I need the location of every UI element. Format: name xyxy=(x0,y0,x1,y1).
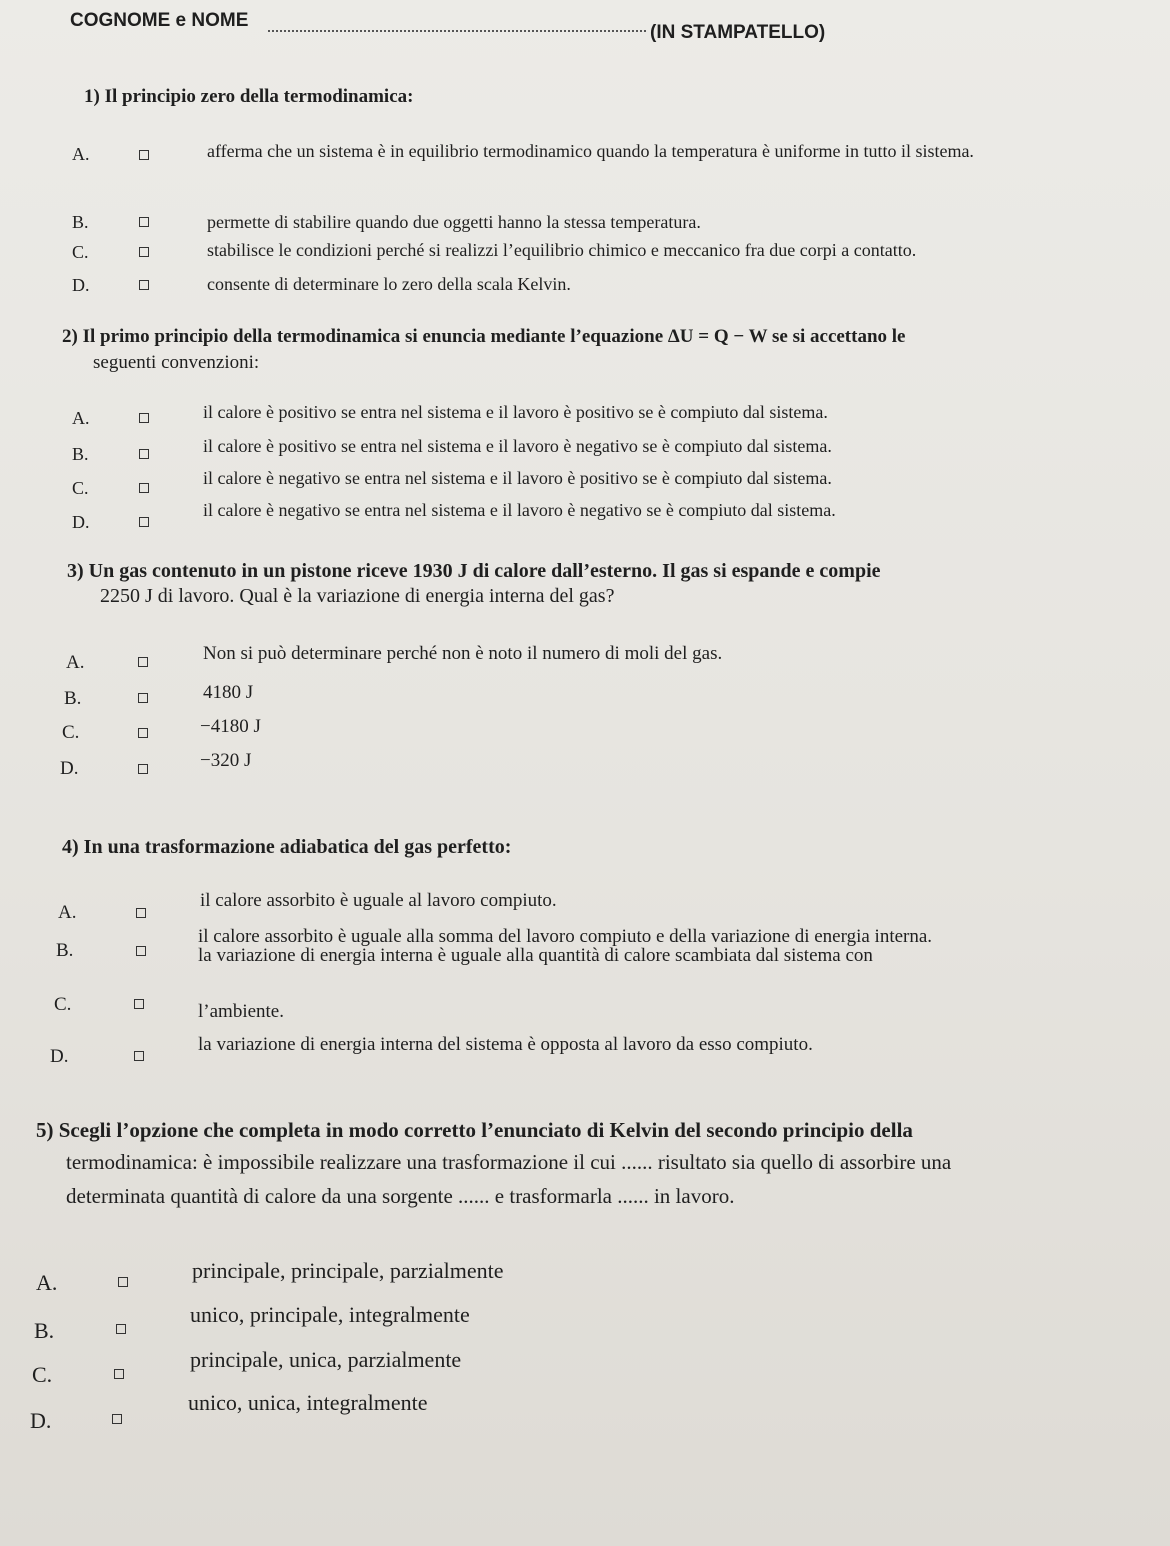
question-text: Il primo principio della termodinamica si enuncia mediante l’equazione ΔU = Q − W se si accettano le xyxy=(82,326,906,347)
question-text: Il principio zero della termodinamica: xyxy=(104,86,414,107)
question-number: 1) xyxy=(84,86,100,107)
option-letter: C. xyxy=(72,478,89,498)
option-text: unico, principale, integralmente xyxy=(190,1302,470,1327)
option-letter: C. xyxy=(62,722,80,743)
option-text: il calore è positivo se entra nel sistema e il lavoro è positivo se è compiuto dal sistema. xyxy=(203,402,828,422)
option-letter: B. xyxy=(72,212,89,232)
option-text: principale, principale, parzialmente xyxy=(192,1258,504,1283)
question-4 xyxy=(62,836,511,859)
option-text: il calore è positivo se entra nel sistema e il lavoro è negativo se è compiuto dal sistema. xyxy=(203,436,832,456)
caps-note: (IN STAMPATELLO) xyxy=(650,22,826,43)
checkbox[interactable] xyxy=(136,946,146,956)
option-letter: C. xyxy=(72,242,89,262)
question-text-cont: seguenti convenzioni: xyxy=(93,352,260,373)
checkbox[interactable] xyxy=(114,1369,124,1379)
question-3 xyxy=(67,560,881,583)
question-2 xyxy=(62,326,906,348)
question-text: Scegli l’opzione che completa in modo corretto l’enunciato di Kelvin del secondo principio della xyxy=(58,1118,913,1142)
question-number: 3) xyxy=(67,560,84,582)
checkbox[interactable] xyxy=(139,413,149,423)
option-text: il calore è negativo se entra nel sistema e il lavoro è negativo se è compiuto dal sistema. xyxy=(203,500,836,520)
checkbox[interactable] xyxy=(138,693,148,703)
checkbox[interactable] xyxy=(139,449,149,459)
checkbox[interactable] xyxy=(138,764,148,774)
checkbox[interactable] xyxy=(139,280,149,290)
checkbox[interactable] xyxy=(118,1277,128,1287)
question-number: 2) xyxy=(62,326,78,347)
question-number: 5) xyxy=(36,1118,54,1142)
checkbox[interactable] xyxy=(139,217,149,227)
checkbox[interactable] xyxy=(136,908,146,918)
option-letter: D. xyxy=(50,1046,69,1067)
option-letter: B. xyxy=(64,688,82,709)
option-letter: B. xyxy=(72,444,89,464)
option-letter: A. xyxy=(72,408,90,428)
name-field[interactable] xyxy=(268,30,646,32)
question-text-cont: determinata quantità di calore da una sorgente ...... e trasformarla ...... in lavoro. xyxy=(66,1184,735,1208)
option-text: la variazione di energia interna è uguale alla quantità di calore scambiata dal sistema con xyxy=(198,945,873,966)
question-text: Un gas contenuto in un pistone riceve 1930 J di calore dall’esterno. Il gas si espande e compie xyxy=(88,560,881,582)
option-text: stabilisce le condizioni perché si realizzi l’equilibrio chimico e meccanico fra due corpi a contatto. xyxy=(207,240,917,260)
checkbox[interactable] xyxy=(138,657,148,667)
question-text-cont: 2250 J di lavoro. Qual è la variazione di energia interna del gas? xyxy=(100,585,615,607)
option-letter: C. xyxy=(32,1362,53,1387)
option-letter: A. xyxy=(36,1270,58,1295)
option-letter: D. xyxy=(60,758,79,779)
option-text: il calore è negativo se entra nel sistema e il lavoro è positivo se è compiuto dal sistema. xyxy=(203,468,832,488)
checkbox[interactable] xyxy=(134,1051,144,1061)
option-text: consente di determinare lo zero della scala Kelvin. xyxy=(207,274,571,294)
option-text: unico, unica, integralmente xyxy=(188,1390,428,1415)
checkbox[interactable] xyxy=(112,1414,122,1424)
option-letter: B. xyxy=(34,1318,55,1343)
question-text-cont: termodinamica: è impossibile realizzare una trasformazione il cui ...... risultato sia quello di assorbire una xyxy=(66,1150,952,1174)
option-text: la variazione di energia interna del sistema è opposta al lavoro da esso compiuto. xyxy=(198,1034,813,1055)
checkbox[interactable] xyxy=(134,999,144,1009)
option-text: il calore assorbito è uguale alla somma del lavoro compiuto e della variazione di energia interna. xyxy=(198,926,933,947)
option-letter: C. xyxy=(54,994,72,1015)
option-text: −320 J xyxy=(200,750,252,771)
option-letter: B. xyxy=(56,940,74,961)
option-letter: D. xyxy=(30,1408,52,1433)
option-text: afferma che un sistema è in equilibrio termodinamico quando la temperatura è uniforme in tutto il sistema. xyxy=(207,141,974,161)
question-text: In una trasformazione adiabatica del gas perfetto: xyxy=(83,836,512,858)
option-text: 4180 J xyxy=(203,682,254,703)
checkbox[interactable] xyxy=(116,1324,126,1334)
option-letter: A. xyxy=(58,902,77,923)
option-text: Non si può determinare perché non è noto il numero di moli del gas. xyxy=(203,643,723,664)
name-label: COGNOME e NOME xyxy=(70,10,249,31)
option-letter: A. xyxy=(66,652,85,673)
option-text: principale, unica, parzialmente xyxy=(190,1347,462,1372)
checkbox[interactable] xyxy=(139,150,149,160)
option-text: il calore assorbito è uguale al lavoro compiuto. xyxy=(200,890,557,911)
checkbox[interactable] xyxy=(139,517,149,527)
option-letter: D. xyxy=(72,512,90,532)
option-text: permette di stabilire quando due oggetti hanno la stessa temperatura. xyxy=(207,212,701,232)
checkbox[interactable] xyxy=(139,247,149,257)
option-text-cont: l’ambiente. xyxy=(198,1001,284,1022)
question-number: 4) xyxy=(62,836,79,858)
option-text: −4180 J xyxy=(200,716,261,737)
option-letter: D. xyxy=(72,275,90,295)
option-letter: A. xyxy=(72,144,90,164)
checkbox[interactable] xyxy=(139,483,149,493)
checkbox[interactable] xyxy=(138,728,148,738)
question-5 xyxy=(36,1118,913,1143)
question-1 xyxy=(84,86,413,108)
